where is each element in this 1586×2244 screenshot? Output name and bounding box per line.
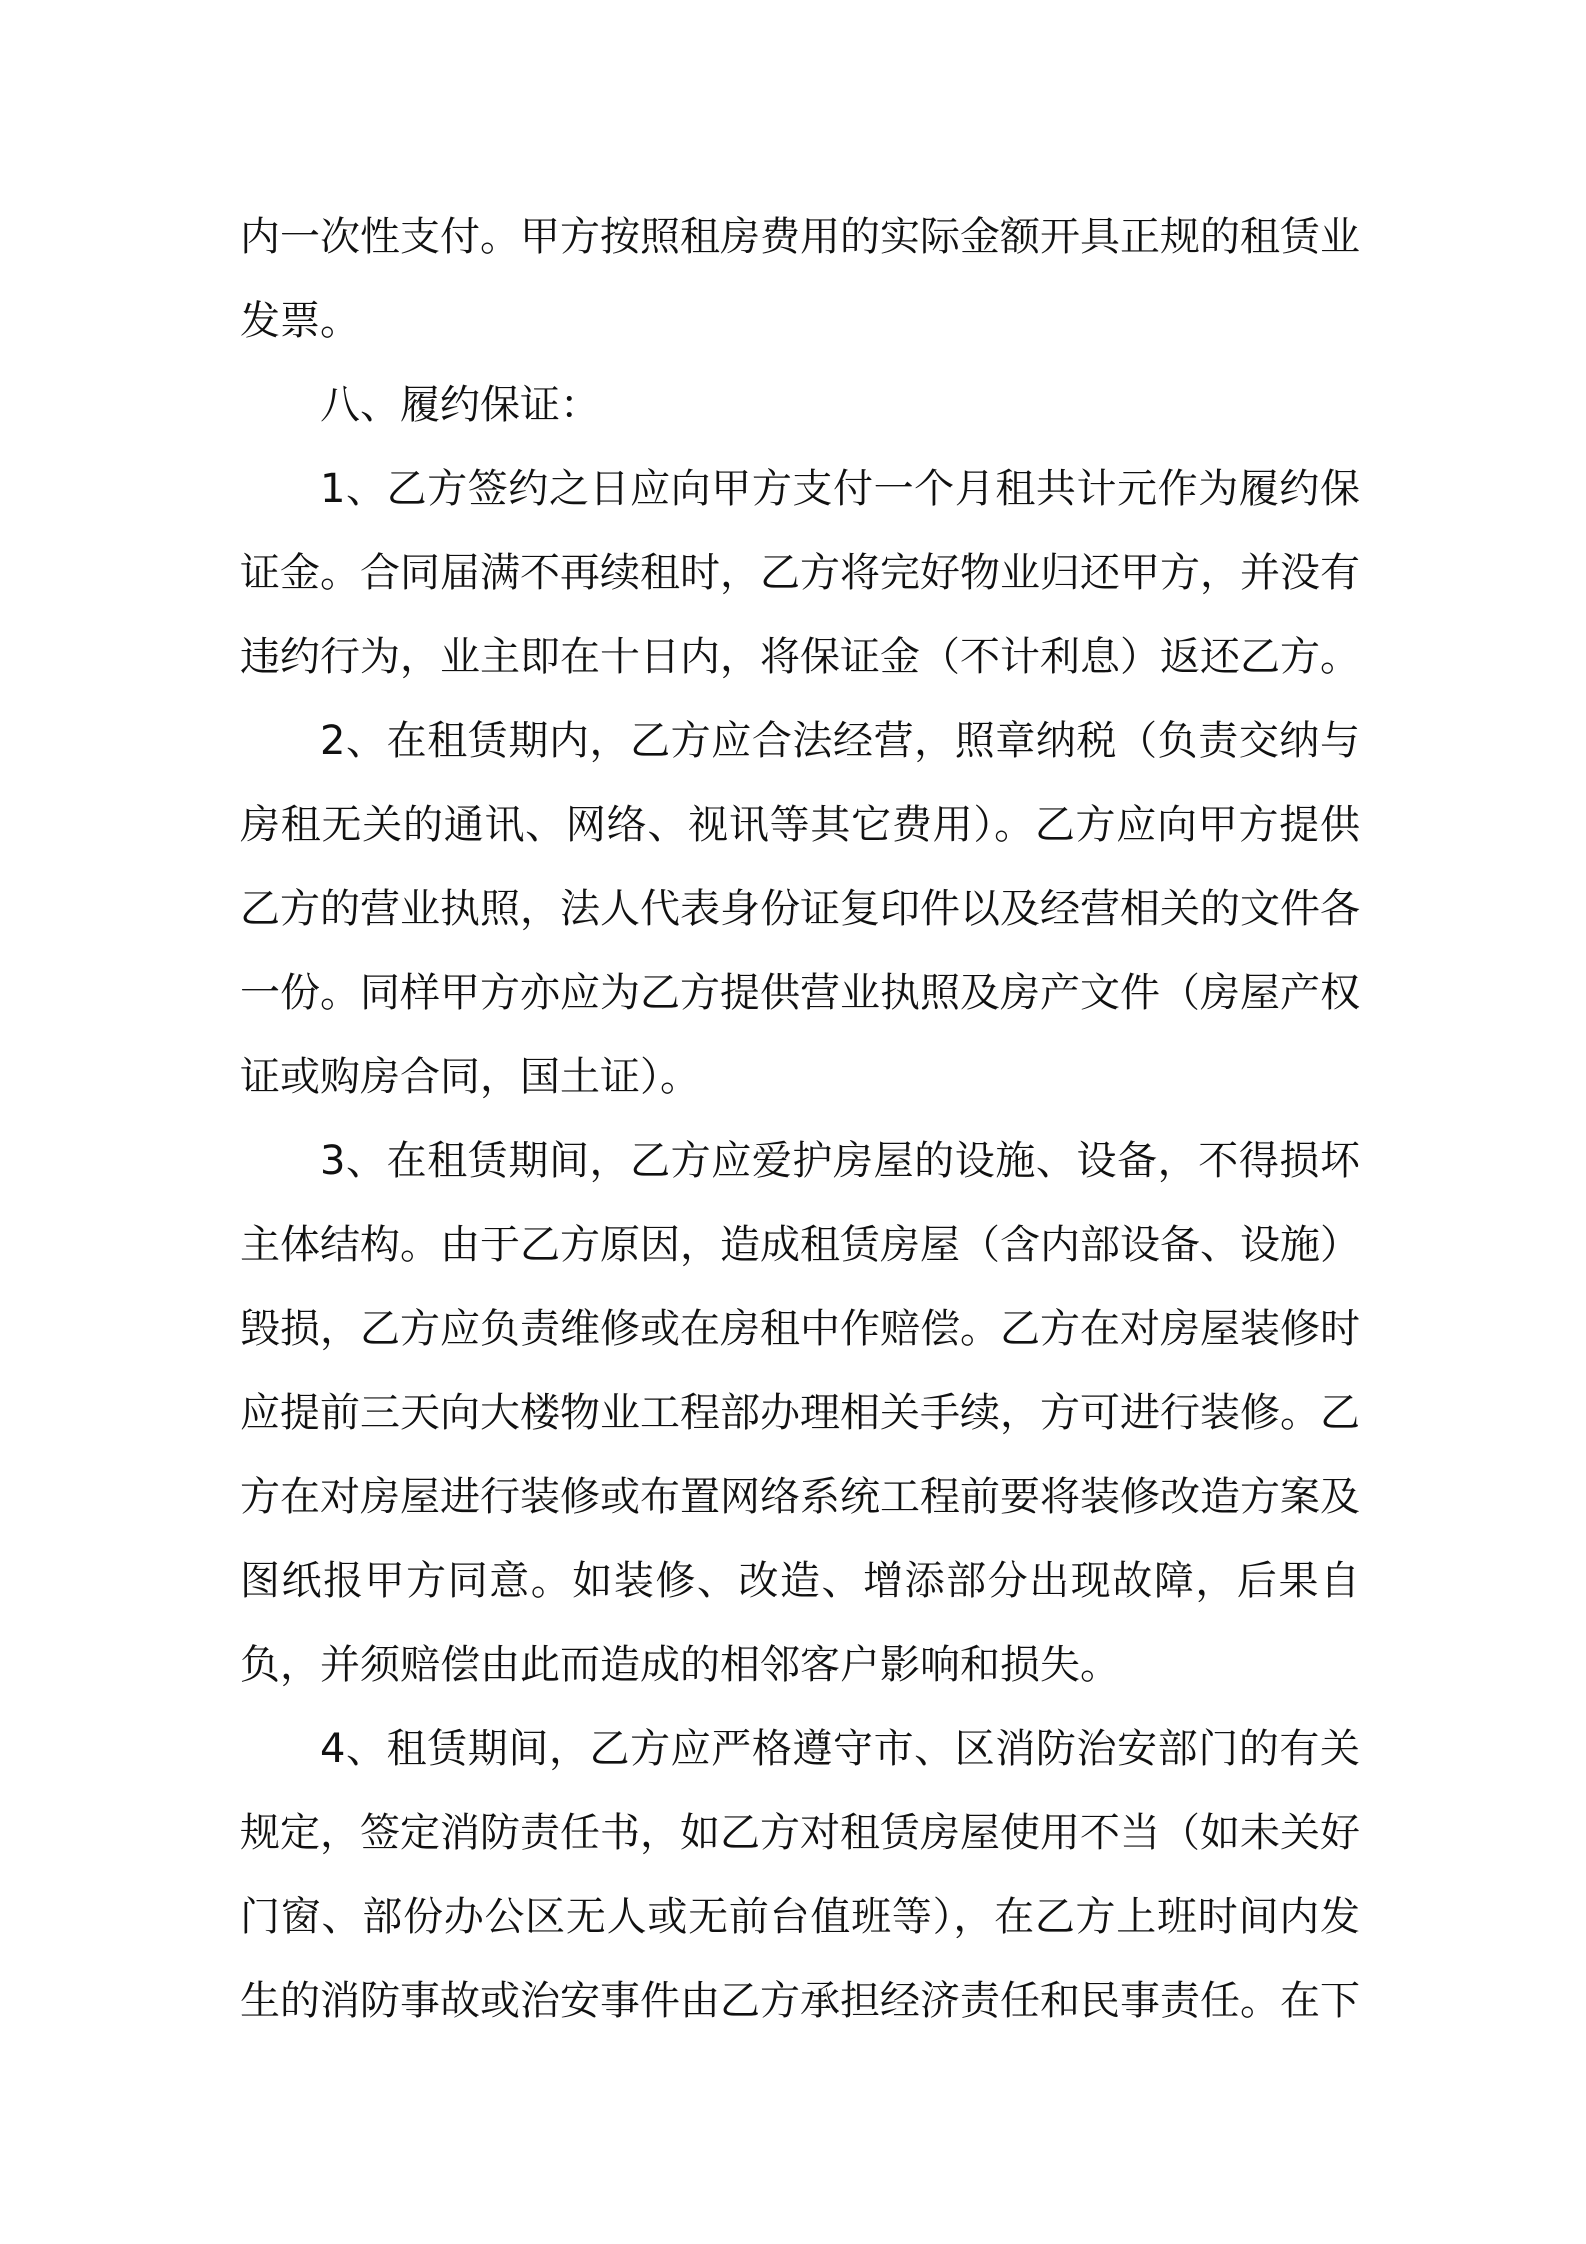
paragraph-continuation: 内一次性支付。甲方按照租房费用的实际金额开具正规的租赁业发票。: [240, 214, 1360, 344]
section-heading-performance-guarantee: 八、履约保证：: [320, 382, 600, 428]
clause-3-property-care: 3、在租赁期间，乙方应爱护房屋的设施、设备，不得损坏主体结构。由于乙方原因，造成租赁房屋（含内部设备、设施）毁损，乙方应负责维修或在房租中作赔偿。乙方在对房屋装修时应提前三天向大楼物业工程部办理相关手续，方可进行装修。乙方在对房屋进行装修或布置网络系统工程前要将装修改造方案及图纸报甲方同意。如装修、改造、增添部分出现故障，后果自负，并须赔偿由此而造成的相邻客户影响和损失。: [240, 1138, 1360, 1688]
clause-2-lawful-operation: 2、在租赁期内，乙方应合法经营，照章纳税（负责交纳与房租无关的通讯、网络、视讯等其它费用）。乙方应向甲方提供乙方的营业执照，法人代表身份证复印件以及经营相关的文件各一份。同样甲方亦应为乙方提供营业执照及房产文件（房屋产权证或购房合同，国土证）。: [240, 718, 1360, 1100]
clause-4-fire-safety: 4、租赁期间，乙方应严格遵守市、区消防治安部门的有关规定，签定消防责任书，如乙方对租赁房屋使用不当（如未关好门窗、部份办公区无人或无前台值班等），在乙方上班时间内发生的消防事故或治安事件由乙方承担经济责任和民事责任。在下: [240, 1726, 1360, 2024]
document-body: [240, 195, 1360, 2043]
clause-1-deposit: 1、乙方签约之日应向甲方支付一个月租共计元作为履约保证金。合同届满不再续租时，乙方将完好物业归还甲方，并没有违约行为，业主即在十日内，将保证金（不计利息）返还乙方。: [240, 466, 1360, 680]
